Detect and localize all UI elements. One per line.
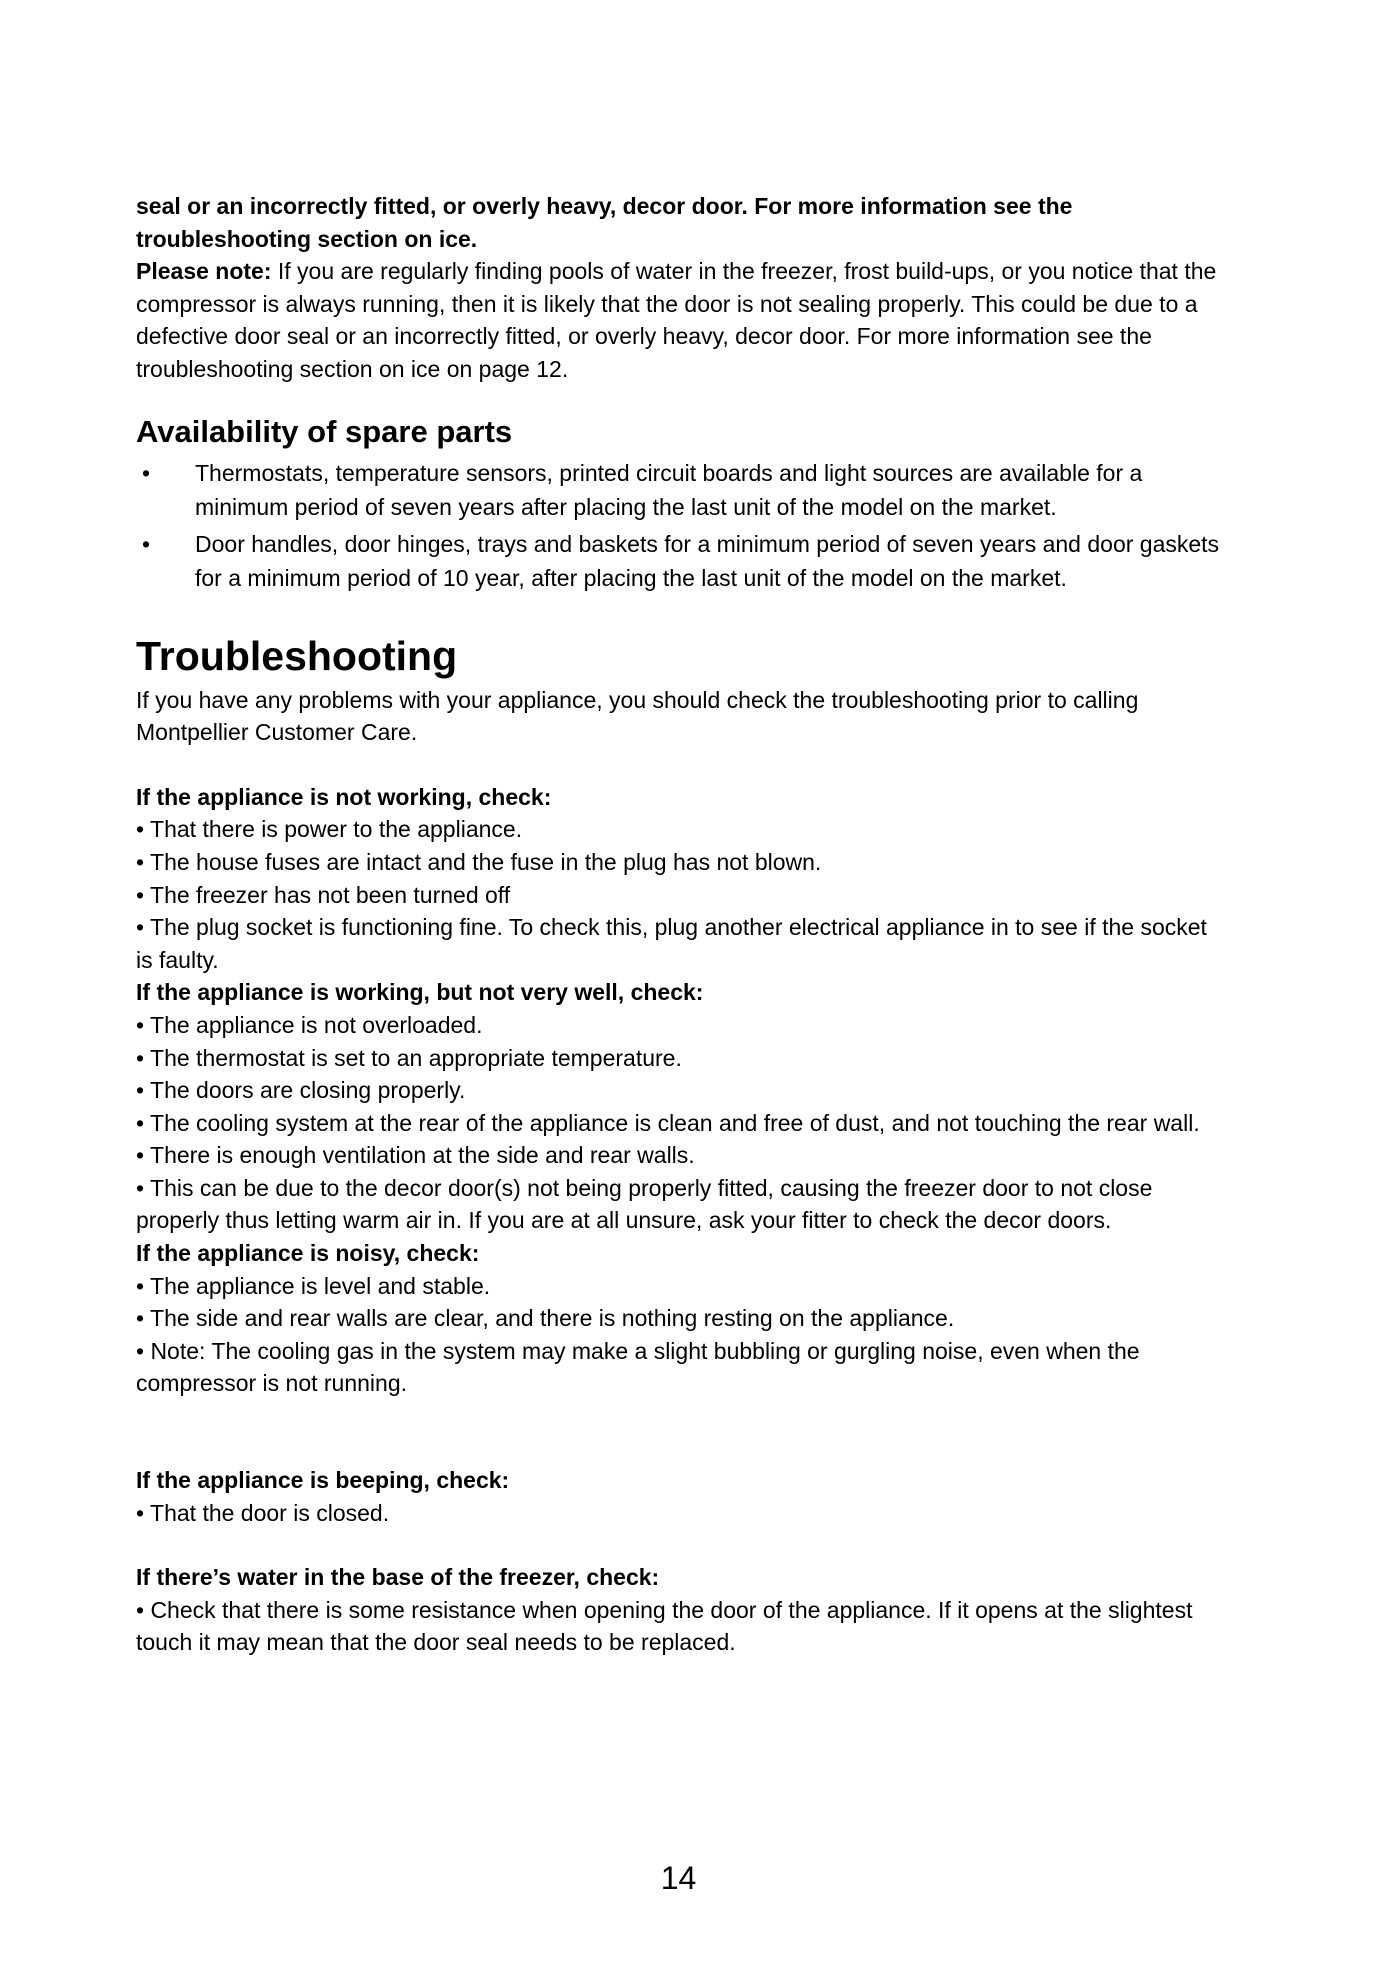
check-item: • The plug socket is functioning fine. To check this, plug another electrical appliance in to see if the socket is faulty.: [136, 914, 1207, 973]
check-item: • The doors are closing properly.: [136, 1077, 466, 1104]
intro-bold-continuation: seal or an incorrectly fitted, or overly heavy, decor door. For more information see the troubleshooting section on ice.: [136, 193, 1073, 252]
bullet-glyph: •: [142, 459, 151, 486]
check-item: • The cooling system at the rear of the appliance is clean and free of dust, and not touching the rear wall.: [136, 1109, 1200, 1136]
not-well-heading: If the appliance is working, but not very well, check:: [136, 979, 704, 1006]
check-item: • The appliance is level and stable.: [136, 1272, 491, 1299]
spare-parts-list: [136, 456, 1226, 596]
bullet-glyph: •: [142, 530, 151, 557]
spare-parts-item: [136, 527, 1226, 596]
please-note-paragraph: [136, 255, 1226, 385]
check-item: • The freezer has not been turned off: [136, 881, 511, 908]
troubleshooting-heading: Troubleshooting: [136, 632, 458, 679]
please-note-text: If you are regularly finding pools of water in the freezer, frost build-ups, or you notice that the compressor is always running, then it is likely that the door is not sealing properly. This could be due to a defective door seal or an incorrectly fitted, or overly heavy, decor door. For more information see the troubleshooting section on ice on page 12.: [136, 258, 1217, 382]
please-note-label: Please note:: [136, 258, 272, 285]
check-item: • Check that there is some resistance when opening the door of the appliance. If it opens at the slightest touch it may mean that the door seal needs to be replaced.: [136, 1596, 1193, 1656]
check-item: • Note: The cooling gas in the system may make a slight bubbling or gurgling noise, even when the compressor is not running.: [136, 1337, 1140, 1397]
check-item: • There is enough ventilation at the side and rear walls.: [136, 1142, 695, 1169]
check-item: • That there is power to the appliance.: [136, 816, 523, 843]
check-item: • That the door is closed.: [136, 1499, 390, 1526]
check-item: • The side and rear walls are clear, and there is nothing resting on the appliance.: [136, 1305, 955, 1332]
page-number: 14: [660, 1860, 697, 1896]
check-item: • The appliance is not overloaded.: [136, 1011, 483, 1038]
spare-parts-item: [136, 456, 1226, 525]
troubleshooting-intro: If you have any problems with your appliance, you should check the troubleshooting prior to calling Montpellier Customer Care.: [136, 686, 1139, 746]
document-page: [136, 190, 1226, 1659]
not-working-heading: If the appliance is not working, check:: [136, 783, 552, 810]
spare-parts-heading: Availability of spare parts: [136, 413, 513, 449]
beeping-heading: If the appliance is beeping, check:: [136, 1467, 510, 1494]
noisy-heading: If the appliance is noisy, check:: [136, 1240, 480, 1267]
check-item: • This can be due to the decor door(s) not being properly fitted, causing the freezer door to not close properly thus letting warm air in. If you are at all unsure, ask your fitter to check the decor doors.: [136, 1174, 1153, 1234]
spare-parts-item-text: Door handles, door hinges, trays and baskets for a minimum period of seven years and door gaskets for a minimum period of 10 year, after placing the last unit of the model on the market.: [195, 530, 1220, 592]
spare-parts-item-text: Thermostats, temperature sensors, printed circuit boards and light sources are available for a minimum period of seven years after placing the last unit of the model on the market.: [195, 459, 1143, 521]
check-item: • The thermostat is set to an appropriate temperature.: [136, 1044, 682, 1071]
water-heading: If there’s water in the base of the freezer, check:: [136, 1564, 660, 1591]
check-item: • The house fuses are intact and the fuse in the plug has not blown.: [136, 848, 822, 875]
